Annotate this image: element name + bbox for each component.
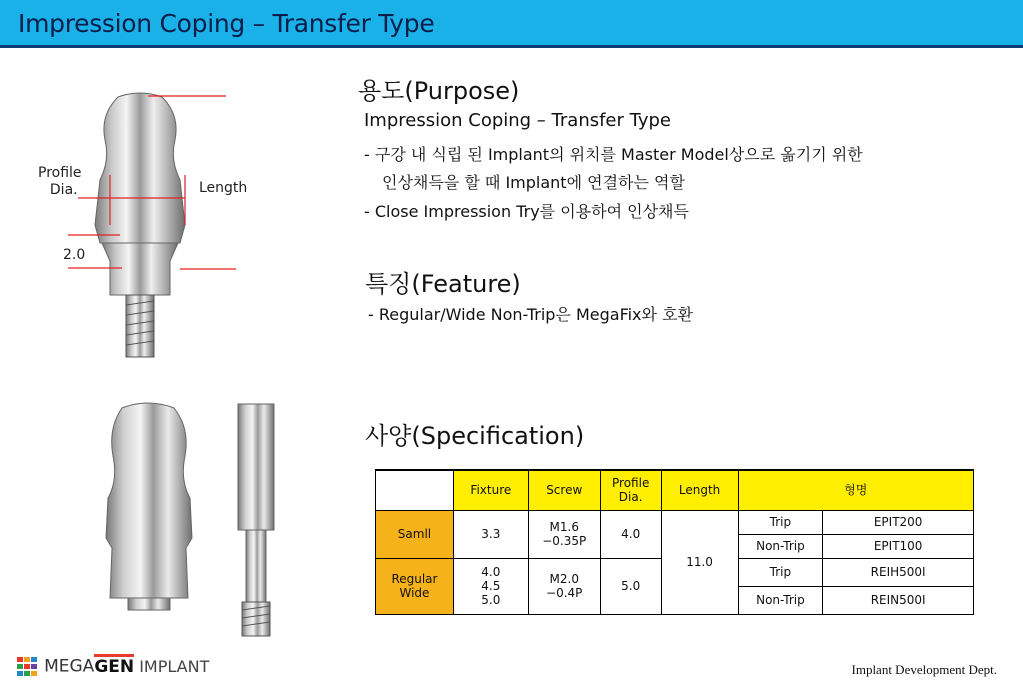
cell-screw-small-text: M1.6 −0.35P [542, 520, 587, 548]
cell-screw-regular-text: M2.0 −0.4P [546, 572, 583, 600]
cell-code: EPIT200 [823, 510, 974, 534]
spec-header-row [376, 470, 974, 510]
table-row [376, 510, 974, 534]
logo-gen: GEN [94, 654, 134, 677]
dia-text: Dia. [49, 182, 78, 198]
purpose-line-1: - 구강 내 식립 된 Implant의 위치를 Master Model상으로 옮기기 위한 [364, 145, 863, 164]
cell-type: Non-Trip [738, 534, 823, 558]
screw-head [238, 404, 274, 530]
row-header-small: Samll [376, 510, 454, 558]
cell-length: 11.0 [661, 510, 738, 614]
profile-text: Profile [38, 165, 82, 181]
spec-table [375, 469, 974, 615]
feature-heading: 특징(Feature) [365, 270, 521, 298]
cell-screw-regular [528, 558, 600, 614]
cell-profile-regular: 5.0 [600, 558, 661, 614]
screw-thread [242, 602, 270, 636]
logo-mark-icon [17, 657, 39, 677]
cell-type: Non-Trip [738, 586, 823, 614]
length-label: Length [199, 180, 248, 196]
header-profile-dia-text: Profile Dia. [612, 476, 650, 505]
profile-label [38, 165, 82, 199]
row-header-regular-wide-text: Regular Wide [391, 572, 438, 600]
cell-fixture-regular [453, 558, 528, 614]
title-bar [0, 0, 1023, 48]
cell-code: EPIT100 [823, 534, 974, 558]
two-label: 2.0 [63, 247, 86, 263]
cell-screw-small [528, 510, 600, 558]
screw-shaft [246, 530, 266, 602]
spec-heading: 사양(Specification) [365, 422, 585, 450]
logo-mega: MEGA [44, 656, 95, 677]
page-title: Impression Coping – Transfer Type [18, 9, 435, 38]
coping-body [106, 403, 192, 598]
spec-corner-cell [376, 470, 454, 510]
header-length: Length [661, 470, 738, 510]
coping-thread [126, 295, 154, 357]
coping-head [95, 93, 185, 243]
header-profile-dia [600, 470, 661, 510]
coping-diagram [30, 85, 250, 365]
cell-profile-small: 4.0 [600, 510, 661, 558]
purpose-heading: 용도(Purpose) [358, 77, 520, 105]
row-header-regular-wide [376, 558, 454, 614]
header-model: 형명 [738, 470, 973, 510]
purpose-line-2: 인상채득을 할 때 Implant에 연결하는 역할 [382, 173, 685, 192]
megagen-logo [17, 656, 209, 676]
feature-line-1: - Regular/Wide Non-Trip은 MegaFix와 호환 [368, 305, 693, 324]
purpose-line-3: - Close Impression Try를 이용하여 인상채득 [364, 202, 689, 221]
footer-department: Implant Development Dept. [851, 662, 997, 677]
cell-fixture-small: 3.3 [453, 510, 528, 558]
header-screw: Screw [528, 470, 600, 510]
purpose-subtitle: Impression Coping – Transfer Type [364, 110, 671, 131]
logo-implant: IMPLANT [139, 657, 210, 676]
cell-fixture-regular-text: 4.0 4.5 5.0 [481, 565, 501, 607]
coping-shank [102, 243, 178, 295]
cell-code: REIH500I [823, 558, 974, 586]
coping-base [128, 598, 170, 610]
cell-code: REIN500I [823, 586, 974, 614]
cell-type: Trip [738, 558, 823, 586]
cell-type: Trip [738, 510, 823, 534]
header-fixture: Fixture [453, 470, 528, 510]
coping-and-screw-illustration [100, 398, 290, 643]
